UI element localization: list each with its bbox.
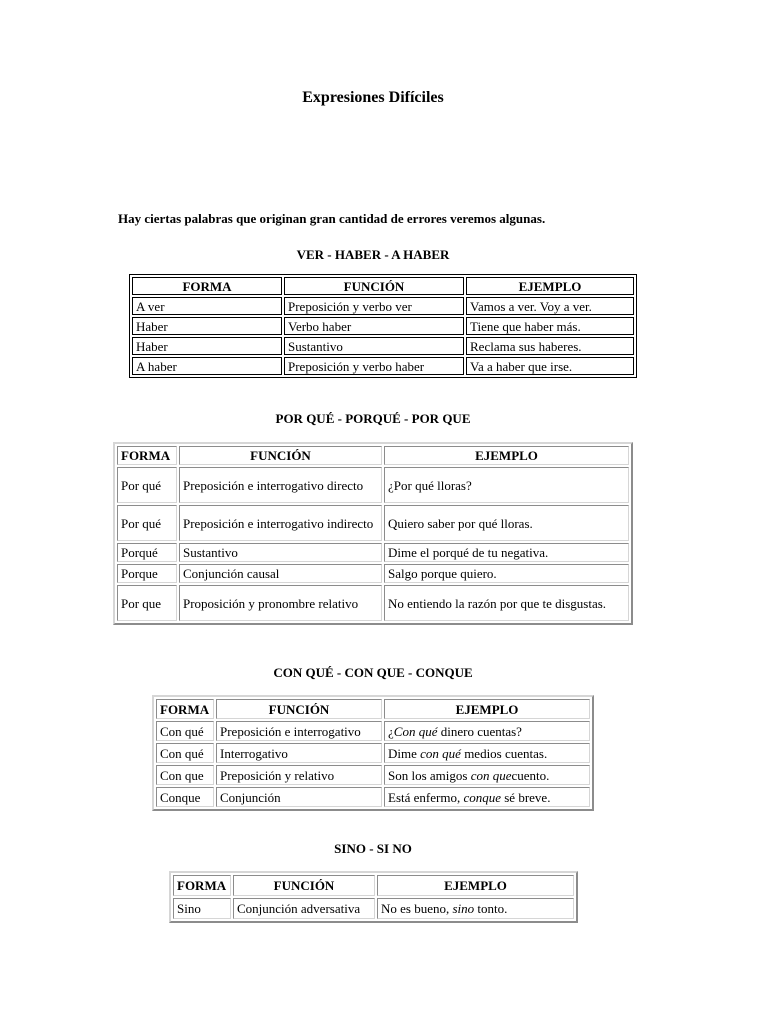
cell-funcion: Interrogativo	[216, 743, 382, 763]
document-title: Expresiones Difíciles	[302, 89, 444, 106]
example-text: sé breve.	[501, 789, 551, 805]
intro-paragraph: Hay ciertas palabras que originan gran cantidad de errores veremos algunas.	[118, 211, 546, 226]
table-row	[132, 317, 634, 335]
table-row	[156, 787, 590, 807]
cell-ejemplo: Reclama sus haberes.	[466, 337, 634, 355]
cell-ejemplo: Tiene que haber más.	[466, 317, 634, 335]
table-row	[156, 743, 590, 763]
cell-forma: Por qué	[117, 505, 177, 541]
cell-ejemplo: Salgo porque quiero.	[384, 564, 629, 583]
example-emphasis: con qué	[420, 745, 461, 761]
cell-ejemplo	[384, 721, 590, 741]
cell-ejemplo: ¿Por qué lloras?	[384, 467, 629, 503]
example-emphasis: conque	[463, 789, 501, 805]
example-text: No es bueno,	[381, 901, 453, 916]
header-ejemplo: EJEMPLO	[466, 277, 634, 295]
cell-forma: Porque	[117, 564, 177, 583]
cell-forma: A ver	[132, 297, 282, 315]
example-text: medios cuentas.	[460, 745, 548, 761]
table-row	[117, 543, 629, 562]
header-ejemplo: EJEMPLO	[384, 699, 590, 719]
example-text: cuento.	[511, 767, 550, 783]
section-title-ver-haber: VER - HABER - A HABER	[296, 247, 450, 262]
cell-funcion: Preposición e interrogativo	[216, 721, 382, 741]
cell-funcion: Conjunción	[216, 787, 382, 807]
cell-funcion: Conjunción adversativa	[233, 898, 375, 919]
table-con-que	[152, 695, 594, 811]
header-ejemplo: EJEMPLO	[384, 446, 629, 465]
header-funcion: FUNCIÓN	[179, 446, 382, 465]
cell-ejemplo	[384, 787, 590, 807]
example-text: dinero cuentas?	[437, 723, 522, 739]
cell-funcion: Verbo haber	[284, 317, 464, 335]
table-header-row	[117, 446, 629, 465]
header-forma: FORMA	[117, 446, 177, 465]
table-row	[132, 357, 634, 375]
cell-ejemplo: Quiero saber por qué lloras.	[384, 505, 629, 541]
cell-funcion: Preposición e interrogativo directo	[179, 467, 382, 503]
cell-forma: Haber	[132, 337, 282, 355]
cell-ejemplo: Dime el porqué de tu negativa.	[384, 543, 629, 562]
table-row	[132, 337, 634, 355]
header-funcion: FUNCIÓN	[216, 699, 382, 719]
table-header-row	[156, 699, 590, 719]
header-forma: FORMA	[156, 699, 214, 719]
table-ver-haber	[129, 274, 637, 378]
cell-forma: Porqué	[117, 543, 177, 562]
cell-forma: Por qué	[117, 467, 177, 503]
table-row	[117, 564, 629, 583]
table-sino	[169, 871, 578, 923]
example-emphasis: sino	[452, 901, 475, 916]
cell-funcion: Preposición y relativo	[216, 765, 382, 785]
cell-funcion: Preposición e interrogativo indirecto	[179, 505, 382, 541]
header-funcion: FUNCIÓN	[284, 277, 464, 295]
cell-ejemplo: No entiendo la razón por que te disgustas.	[384, 585, 629, 621]
cell-forma: Sino	[173, 898, 231, 919]
section-title-con-que: CON QUÉ - CON QUE - CONQUE	[273, 665, 473, 680]
cell-forma: Con que	[156, 765, 214, 785]
cell-funcion: Preposición y verbo ver	[284, 297, 464, 315]
cell-forma: Por que	[117, 585, 177, 621]
table-row	[117, 585, 629, 621]
cell-funcion: Conjunción causal	[179, 564, 382, 583]
example-text: tonto.	[474, 901, 508, 916]
header-forma: FORMA	[132, 277, 282, 295]
cell-ejemplo: Va a haber que irse.	[466, 357, 634, 375]
table-row	[117, 467, 629, 503]
section-title-por-que: POR QUÉ - PORQUÉ - POR QUE	[275, 411, 471, 426]
cell-ejemplo	[384, 743, 590, 763]
cell-forma: Conque	[156, 787, 214, 807]
cell-funcion: Preposición y verbo haber	[284, 357, 464, 375]
cell-forma: Haber	[132, 317, 282, 335]
cell-forma: A haber	[132, 357, 282, 375]
section-title-sino: SINO - SI NO	[334, 841, 412, 856]
header-funcion: FUNCIÓN	[233, 875, 375, 896]
table-row	[156, 765, 590, 785]
cell-forma: Con qué	[156, 743, 214, 763]
cell-ejemplo	[384, 765, 590, 785]
cell-funcion: Proposición y pronombre relativo	[179, 585, 382, 621]
table-row	[173, 898, 574, 919]
table-row	[156, 721, 590, 741]
cell-ejemplo: Vamos a ver. Voy a ver.	[466, 297, 634, 315]
header-ejemplo: EJEMPLO	[377, 875, 574, 896]
cell-funcion: Sustantivo	[284, 337, 464, 355]
example-text: ¿	[388, 723, 394, 739]
header-forma: FORMA	[173, 875, 231, 896]
cell-forma: Con qué	[156, 721, 214, 741]
example-emphasis: Con qué	[393, 723, 438, 739]
table-header-row	[173, 875, 574, 896]
table-por-que	[113, 442, 633, 625]
table-row	[117, 505, 629, 541]
example-text: Son los amigos	[388, 767, 471, 783]
example-text: Dime	[388, 745, 421, 761]
table-header-row	[132, 277, 634, 295]
cell-funcion: Sustantivo	[179, 543, 382, 562]
table-row	[132, 297, 634, 315]
example-emphasis: con que	[470, 767, 512, 783]
cell-ejemplo	[377, 898, 574, 919]
example-text: Está enfermo,	[388, 789, 464, 805]
